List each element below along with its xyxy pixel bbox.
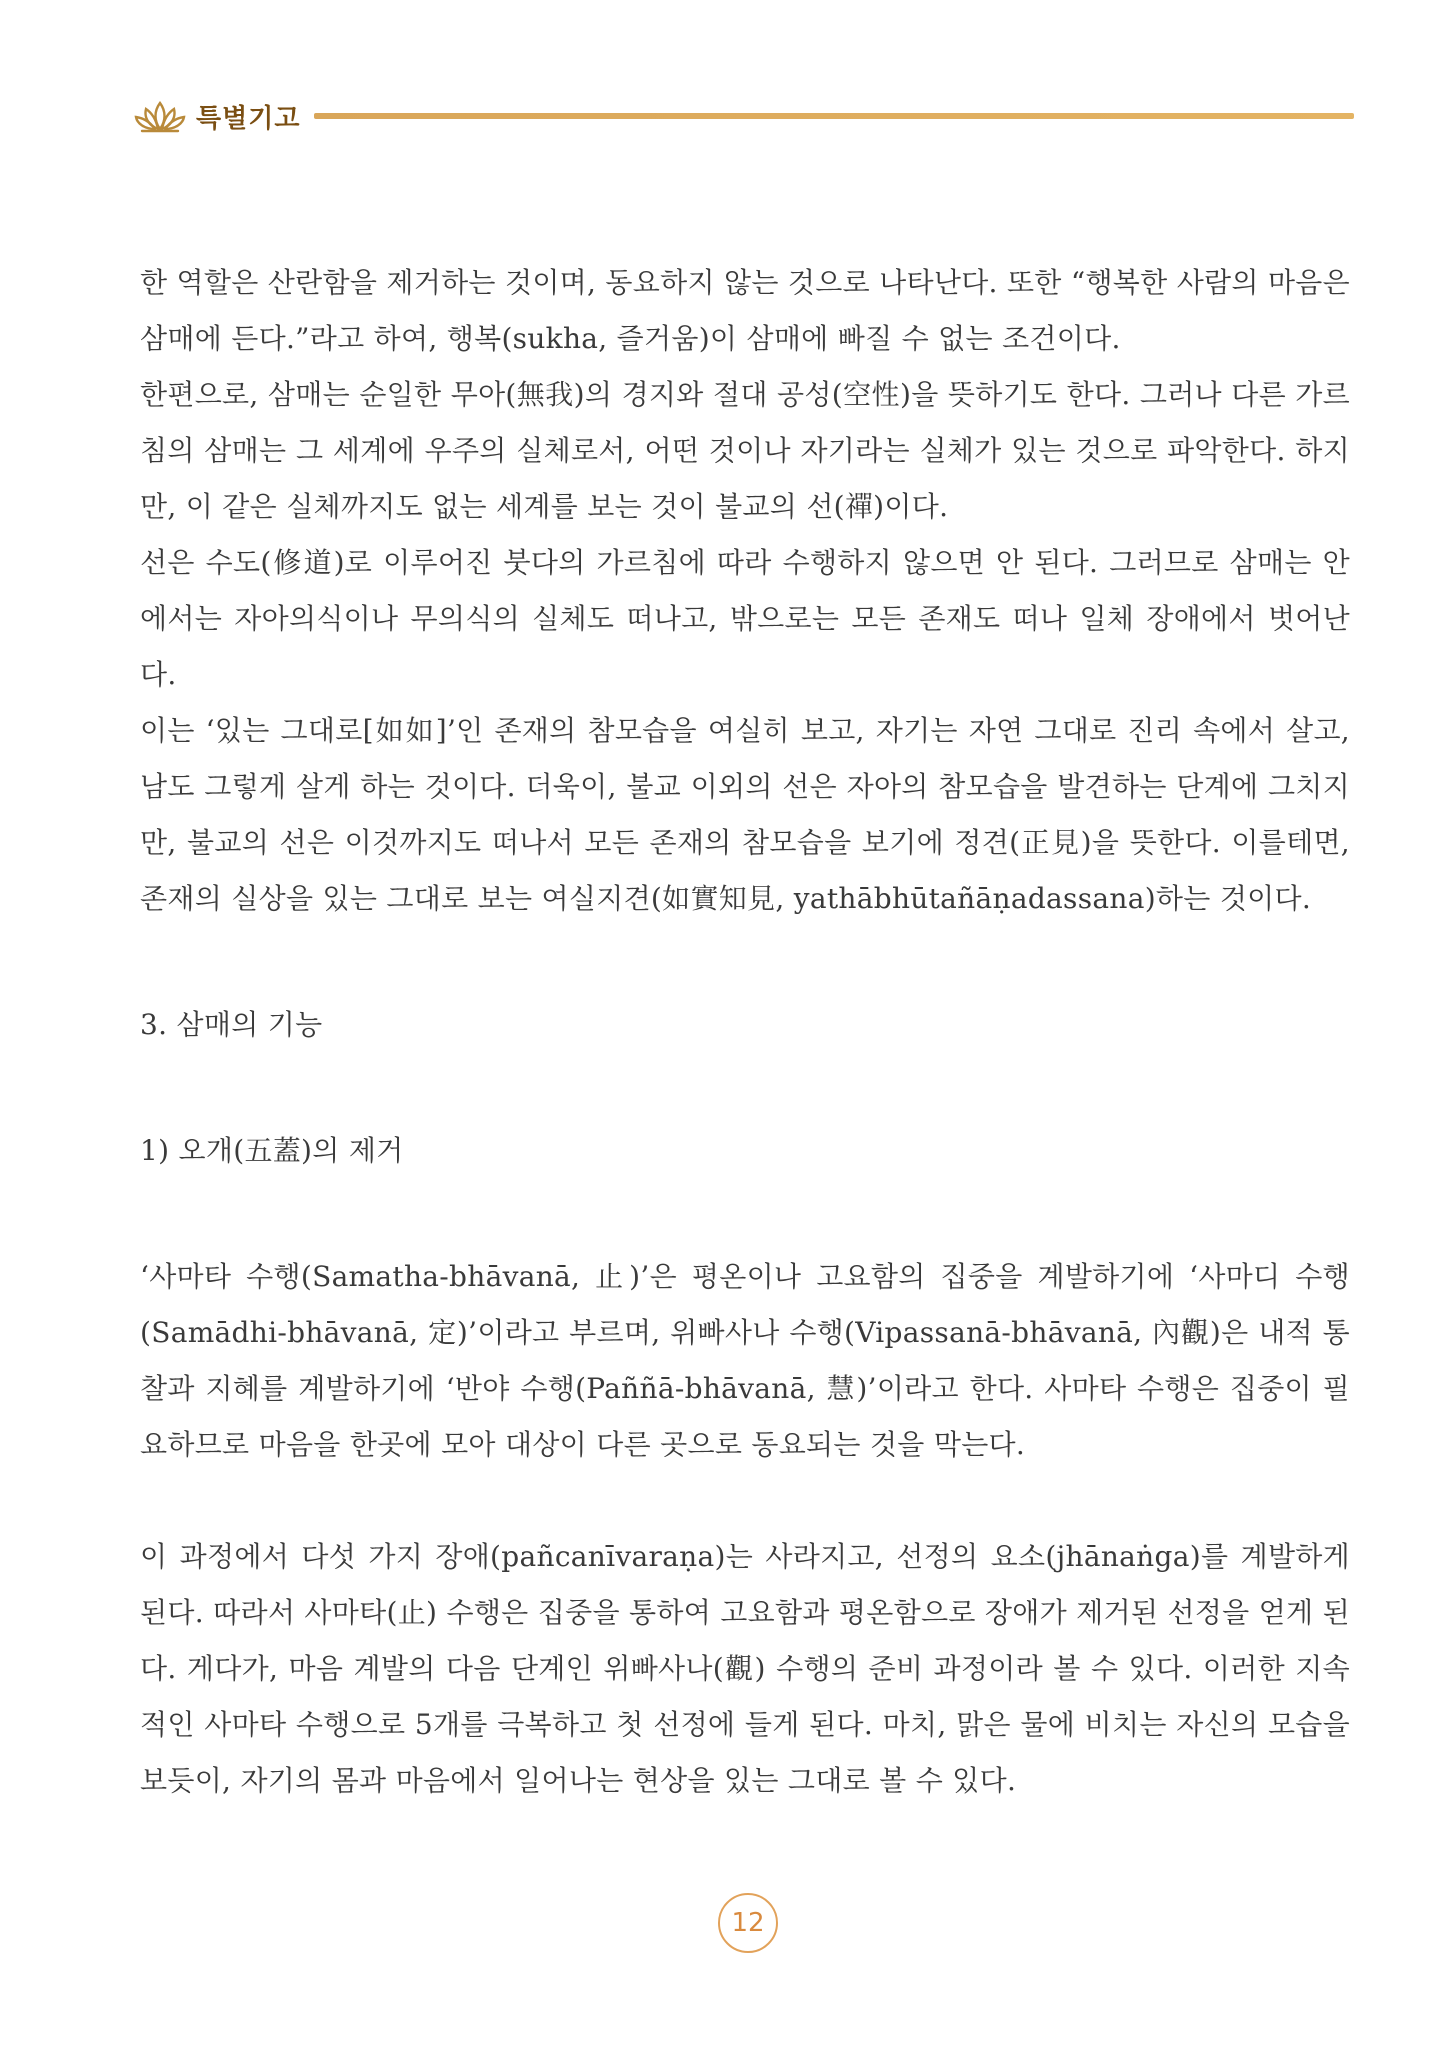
page-header — [134, 96, 1354, 136]
spacer — [140, 1179, 1350, 1249]
body-paragraph-4: 이는 ‘있는 그대로[如如]’인 존재의 참모습을 여실히 보고, 자기는 자연 그대로 진리 속에서 살고, 남도 그렇게 살게 하는 것이다. 더욱이, 불교 이외의 선은 자아의 참모습을 발견하는 단계에 그치지만, 불교의 선은 이것까지도 떠나서 모든 존재의 참모습을 보기에 정견(正見)을 뜻한다. 이를테면, 존재의 실상을 있는 그대로 보는 여실지견(如實知見, yathābhūtañāṇadassana)하는 것이다. — [140, 714, 1350, 915]
body-paragraph-2: 한편으로, 삼매는 순일한 무아(無我)의 경지와 절대 공성(空性)을 뜻하기도 한다. 그러나 다른 가르침의 삼매는 그 세계에 우주의 실체로서, 어떤 것이나 자기라는 실체가 있는 것으로 파악한다. 하지만, 이 같은 실체까지도 없는 세계를 보는 것이 불교의 선(禪)이다. — [140, 378, 1350, 523]
page-number: 12 — [718, 1893, 778, 1953]
body-paragraph-6: 이 과정에서 다섯 가지 장애(pañcanīvaraṇa)는 사라지고, 선정의 요소(jhānaṅga)를 계발하게 된다. 따라서 사마타(止) 수행은 집중을 통하여 고요함과 평온함으로 장애가 제거된 선정을 얻게 된다. 게다가, 마음 계발의 다음 단계인 위빠사나(觀) 수행의 준비 과정이라 볼 수 있다. 이러한 지속적인 사마타 수행으로 5개를 극복하고 첫 선정에 들게 된다. 마치, 맑은 물에 비치는 자신의 모습을 보듯이, 자기의 몸과 마음에서 일어나는 현상을 있는 그대로 볼 수 있다. — [140, 1540, 1350, 1797]
lotus-icon — [134, 99, 186, 133]
section-label: 특별기고 — [196, 103, 301, 134]
body-paragraph-1: 한 역할은 산란함을 제거하는 것이며, 동요하지 않는 것으로 나타난다. 또한 “행복한 사람의 마음은 삼매에 든다.”라고 하여, 행복(sukha, 즐거움)이 삼매에 빠질 수 없는 조건이다. — [140, 266, 1350, 355]
article-body — [140, 255, 1350, 1809]
body-paragraph-3: 선은 수도(修道)로 이루어진 붓다의 가르침에 따라 수행하지 않으면 안 된다. 그러므로 삼매는 안에서는 자아의식이나 무의식의 실체도 떠나고, 밖으로는 모든 존재도 떠나 일체 장애에서 벗어난다. — [140, 546, 1350, 691]
spacer — [140, 1053, 1350, 1123]
subsection-heading: 1) 오개(五蓋)의 제거 — [140, 1134, 404, 1167]
spacer — [140, 1473, 1350, 1529]
body-paragraph-5: ‘사마타 수행(Samatha-bhāvanā, 止)’은 평온이나 고요함의 집중을 계발하기에 ‘사마디 수행(Samādhi-bhāvanā, 定)’이라고 부르며, 위빠사나 수행(Vipassanā-bhāvanā, 內觀)은 내적 통찰과 지혜를 계발하기에 ‘반야 수행(Paññā-bhāvanā, 慧)’이라고 한다. 사마타 수행은 집중이 필요하므로 마음을 한곳에 모아 대상이 다른 곳으로 동요되는 것을 막는다. — [140, 1260, 1350, 1461]
header-rule — [314, 113, 1354, 119]
spacer — [140, 927, 1350, 997]
section-heading: 3. 삼매의 기능 — [140, 1008, 323, 1041]
